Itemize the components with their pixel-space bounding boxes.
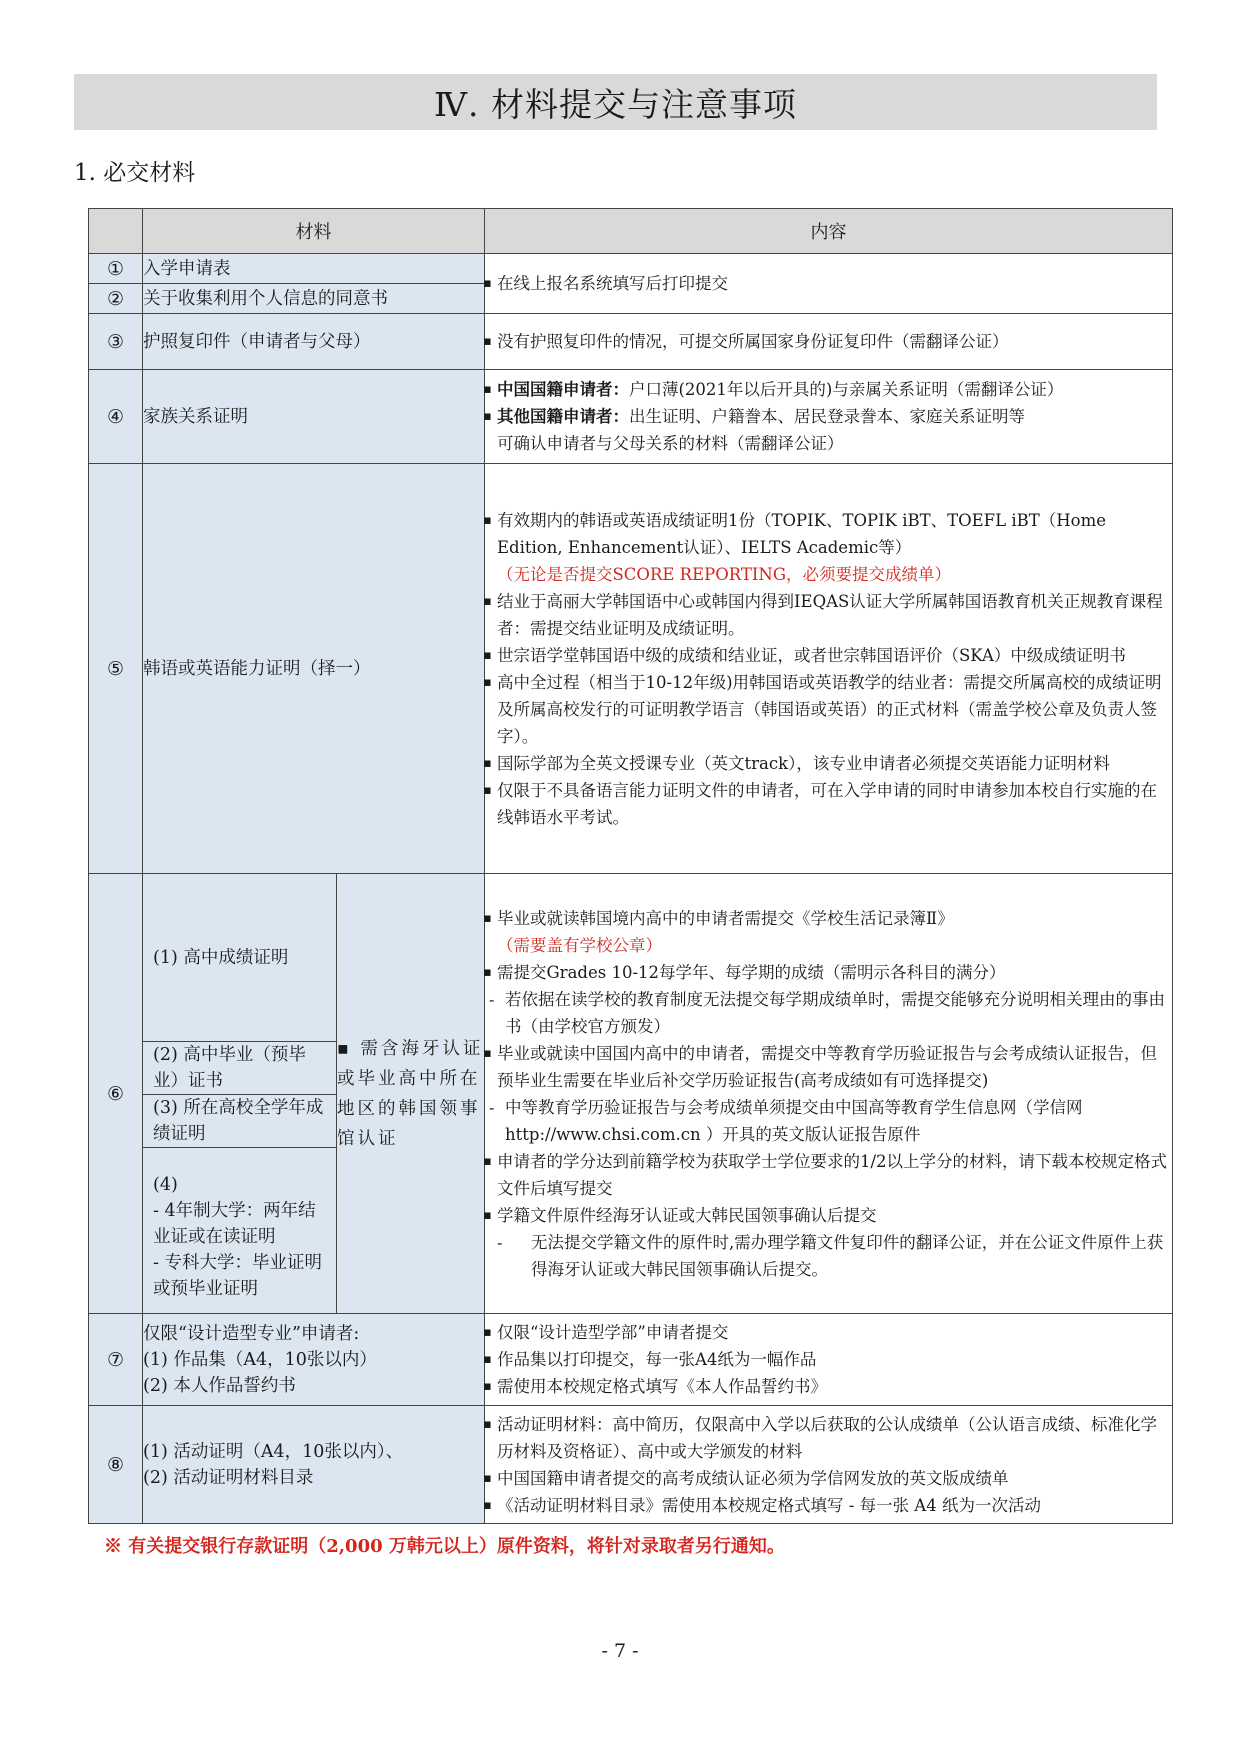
row-number: ⑦ — [89, 1314, 143, 1406]
material-cell: 入学申请表 — [143, 254, 485, 284]
table-row — [89, 874, 1173, 1314]
list-item: ▪ 毕业或就读韩国境内高中的申请者需提交《学校生活记录簿Ⅱ》 — [485, 905, 1172, 932]
footnote: ※ 有关提交银行存款证明（2,000 万韩元以上）原件资料，将针对录取者另行通知。 — [104, 1536, 785, 1557]
row-number: ⑧ — [89, 1406, 143, 1524]
material-cell: (1) 活动证明（A4，10张以内）、 (2) 活动证明材料目录 — [143, 1406, 485, 1524]
row-number: ① — [89, 254, 143, 284]
list-item: ▪ 高中全过程（相当于10-12年级)用韩国语或英语教学的结业者：需提交所属高校的成绩证明及所属高校发行的可证明教学语言（韩国语或英语）的正式材料（需盖学校公章及负责人签字）。 — [485, 669, 1172, 750]
list-item: ▪ 在线上报名系统填写后打印提交 — [485, 270, 1172, 297]
list-item: ▪ 学籍文件原件经海牙认证或大韩民国领事确认后提交 — [485, 1202, 1172, 1229]
table-row — [89, 370, 1173, 464]
list-item: - 中等教育学历验证报告与会考成绩单须提交由中国高等教育学生信息网（学信网 http://www.chsi.com.cn ）开具的英文版认证报告原件 — [485, 1094, 1172, 1148]
row-number: ⑤ — [89, 464, 143, 874]
content-cell — [485, 254, 1173, 314]
list-item: ▪ 《活动证明材料目录》需使用本校规定格式填写 - 每一张 A4 纸为一次活动 — [485, 1492, 1172, 1519]
list-item: ▪ 仅限于不具备语言能力证明文件的申请者，可在入学申请的同时申请参加本校自行实施的在线韩语水平考试。 — [485, 777, 1172, 831]
row-number: ③ — [89, 314, 143, 370]
content-cell — [485, 1314, 1173, 1406]
row-number: ④ — [89, 370, 143, 464]
table-row — [89, 254, 1173, 284]
list-item: ▪ 需使用本校规定格式填写《本人作品誓约书》 — [485, 1373, 1172, 1400]
sub-item: (3) 所在高校全学年成绩证明 — [143, 1095, 336, 1148]
list-item: （需要盖有学校公章） — [497, 935, 662, 955]
list-item: ▪ 其他国籍申请者：出生证明、户籍誊本、居民登录誊本、家庭关系证明等 — [485, 403, 1172, 430]
list-item: ▪ 结业于高丽大学韩国语中心或韩国内得到IEQAS认证大学所属韩国语教育机关正规教育课程者：需提交结业证明及成绩证明。 — [485, 588, 1172, 642]
row-number: ⑥ — [89, 874, 143, 1314]
list-item: ▪ 中国国籍申请者：户口薄(2021年以后开具的)与亲属关系证明（需翻译公证） — [485, 376, 1172, 403]
section-title: Ⅳ. 材料提交与注意事项 — [434, 84, 797, 124]
list-item: 可确认申请者与父母关系的材料（需翻译公证） — [497, 434, 844, 453]
list-item: ▪ 申请者的学分达到前籍学校为获取学士学位要求的1/2以上学分的材料，请下载本校规定格式文件后填写提交 — [485, 1148, 1172, 1202]
list-item: ▪ 作品集以打印提交，每一张A4纸为一幅作品 — [485, 1346, 1172, 1373]
row-number: ② — [89, 284, 143, 314]
notarization-note: ▪ 需含海牙认证或毕业高中所在地区的韩国领事馆认证 — [337, 874, 485, 1314]
header-content: 内容 — [485, 209, 1173, 254]
content-cell — [485, 1406, 1173, 1524]
list-item: ▪ 毕业或就读中国国内高中的申请者，需提交中等教育学历验证报告与会考成绩认证报告，但预毕业生需要在毕业后补交学历验证报告(高考成绩如有可选择提交) — [485, 1040, 1172, 1094]
header-material: 材料 — [143, 209, 485, 254]
table-row — [89, 1314, 1173, 1406]
list-item: - 若依据在读学校的教育制度无法提交每学期成绩单时，需提交能够充分说明相关理由的事由书（由学校官方颁发） — [485, 986, 1172, 1040]
material-cell: 家族关系证明 — [143, 370, 485, 464]
page-number: - 7 - — [601, 1640, 639, 1662]
sub-material-cell — [143, 874, 337, 1314]
list-item: ▪ 世宗语学堂韩国语中级的成绩和结业证，或者世宗韩国语评价（SKA）中级成绩证明书 — [485, 642, 1172, 669]
table-row — [89, 1406, 1173, 1524]
table-row — [89, 464, 1173, 874]
material-cell: 韩语或英语能力证明（择一） — [143, 464, 485, 874]
sub-item: (2) 高中毕业（预毕业）证书 — [143, 1042, 336, 1095]
list-item: （无论是否提交SCORE REPORTING，必须要提交成绩单） — [497, 564, 952, 584]
subheading: 1. 必交材料 — [74, 160, 196, 186]
list-item: ▪ 需提交Grades 10-12每学年、每学期的成绩（需明示各科目的满分） — [485, 959, 1172, 986]
materials-table — [88, 208, 1173, 1524]
sub-item: (1) 高中成绩证明 — [143, 874, 336, 1042]
list-item: ▪ 没有护照复印件的情况，可提交所属国家身份证复印件（需翻译公证） — [485, 328, 1172, 355]
table-row — [89, 314, 1173, 370]
sub-item-4: (4) - 4年制大学：两年结业证或在读证明 - 专科大学：毕业证明或预毕业证明 — [143, 1148, 336, 1302]
list-item: ▪ 仅限“设计造型学部”申请者提交 — [485, 1319, 1172, 1346]
list-item: - 无法提交学籍文件的原件时,需办理学籍文件复印件的翻译公证，并在公证文件原件上获得海牙认证或大韩民国领事确认后提交。 — [485, 1229, 1172, 1283]
content-cell — [485, 464, 1173, 874]
content-cell — [485, 370, 1173, 464]
content-cell — [485, 314, 1173, 370]
list-item: ▪ 活动证明材料：高中简历，仅限高中入学以后获取的公认成绩单（公认语言成绩、标准化学历材料及资格证）、高中或大学颁发的材料 — [485, 1411, 1172, 1465]
list-item: ▪ 有效期内的韩语或英语成绩证明1份（TOPIK、TOPIK iBT、TOEFL iBT（Home Edition, Enhancement认证）、IELTS Academic等） — [485, 507, 1172, 561]
section-banner — [74, 74, 1157, 130]
material-cell: 关于收集利用个人信息的同意书 — [143, 284, 485, 314]
material-cell: 仅限“设计造型专业”申请者: (1) 作品集（A4，10张以内） (2) 本人作品誓约书 — [143, 1314, 485, 1406]
table-header-row — [89, 209, 1173, 254]
list-item: ▪ 国际学部为全英文授课专业（英文track），该专业申请者必须提交英语能力证明材料 — [485, 750, 1172, 777]
material-cell: 护照复印件（申请者与父母） — [143, 314, 485, 370]
list-item: ▪ 中国国籍申请者提交的高考成绩认证必须为学信网发放的英文版成绩单 — [485, 1465, 1172, 1492]
content-cell — [485, 874, 1173, 1314]
